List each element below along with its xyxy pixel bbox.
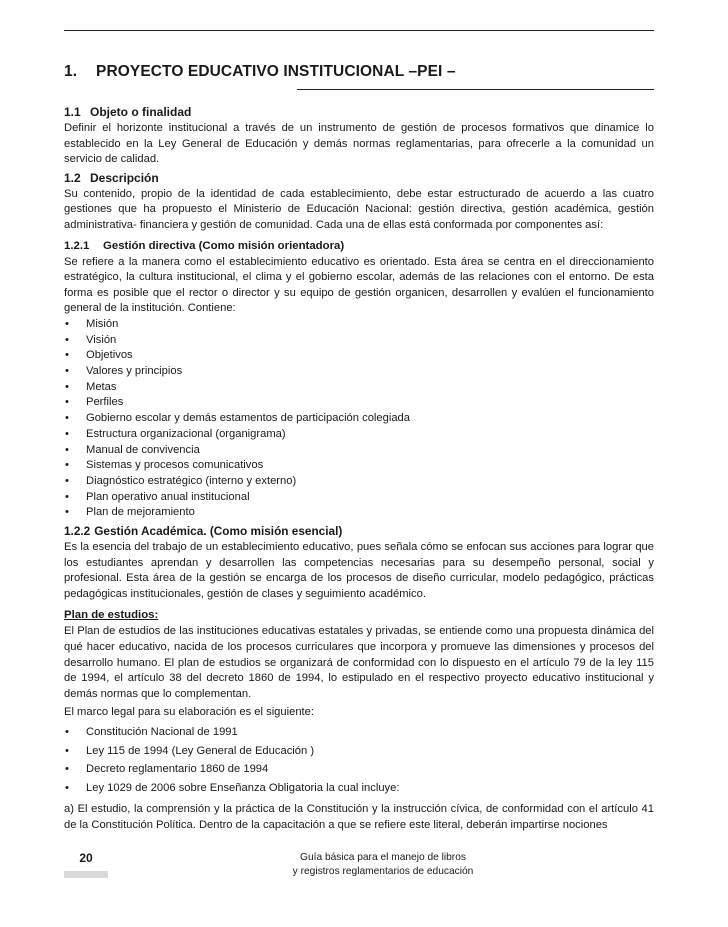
page-content <box>64 104 654 833</box>
list-item: • Gobierno escolar y demás estamentos de participación colegiada <box>65 412 411 425</box>
page-number-box <box>64 846 108 878</box>
list-item: • Sistemas y procesos comunicativos <box>65 459 264 472</box>
footer-line-2: y registros reglamentarios de educación <box>292 865 474 877</box>
list-item: • Manual de convivencia <box>65 443 200 456</box>
chapter-heading <box>64 63 456 81</box>
section-number: 1.2.1 <box>64 239 90 252</box>
list-item: • Misión <box>65 317 119 330</box>
list-item: • Metas <box>65 380 117 393</box>
footer-line-1: Guía básica para el manejo de libros <box>300 852 466 863</box>
section-1-2-1-text: Se refiere a la manera como el establecimiento educativo es orientado. Esta área se centra en el direccionamiento estratégico, la cultura institucional, el clima y el gobierno escolar, además de las relaciones con el entorno. De esta forma es posible que el rector o director y su equipo de gestión organicen, desarrollen y evalúen el funcionamiento general de la institución. Contiene: <box>64 255 654 315</box>
section-1-1-text: Definir el horizonte institucional a través de un instrumento de gestión de procesos formativos que dinamice lo establecido en la Ley General de Educación y demás normas reglamentarias, para ofrecerle a la comunidad un servicio de calidad. <box>64 122 654 166</box>
section-1-2-heading <box>64 170 654 187</box>
list-item: • Objetivos <box>65 349 133 362</box>
marco-legal-list <box>64 723 654 797</box>
marco-legal-intro: El marco legal para su elaboración es el siguiente: <box>64 706 314 719</box>
list-item: • Ley 115 de 1994 (Ley General de Educación ) <box>65 744 315 757</box>
footer-caption <box>278 851 488 878</box>
section-number: 1.2 <box>64 170 81 185</box>
list-item: • Ley 1029 de 2006 sobre Enseñanza Obligatoria la cual incluye: <box>65 781 400 794</box>
list-item: • Plan de mejoramiento <box>65 506 195 519</box>
section-title: Gestión Académica. (Como misión esencial) <box>94 524 343 539</box>
directiva-list <box>64 317 654 521</box>
section-1-2-text: Su contenido, propio de la identidad de cada establecimiento, debe estar estructurado de acuerdo a las cuatro gestiones que ha propuesto el Ministerio de Educación Nacional: gestión directiva, gestión académica, gestión administrativa- financiera y gestión de comunidad. Cada una de ellas está conformada por componentes así: <box>64 187 654 231</box>
top-rule <box>64 30 654 31</box>
item-a-text: a) El estudio, la comprensión y la práctica de la Constitución y la instrucción cívica, de conformidad con el artículo 41 de la Constitución Política. Dentro de la capacitación a que se refiere este literal, deberán impartirse nociones <box>64 803 654 831</box>
list-item: • Diagnóstico estratégico (interno y externo) <box>65 474 297 487</box>
section-title: Objeto o finalidad <box>90 105 192 119</box>
list-item: • Visión <box>65 333 117 346</box>
section-1-2-2-text: Es la esencia del trabajo de un establecimiento educativo, pues señala cómo se enfocan sus acciones para lograr que los estudiantes aprendan y desarrollen las competencias necesarias para su desempeño personal, social y profesional. Esta área de la gestión se encarga de los procesos de diseño curricular, modelo pedagógico, prácticas pedagógicas institucionales, gestión de clases y seguimiento académico. <box>64 541 654 600</box>
plan-text: El Plan de estudios de las instituciones educativas estatales y privadas, se entiende como una propuesta dinámica del qué hacer educativo, nacida de los procesos curriculares que incorpora y promueve las dimensiones y procesos del desarrollo humano. El plan de estudios se organizará de conformidad con lo dispuesto en el artículo 79 de la ley 115 de 1994, el artículo 38 del decreto 1860 de 1994, lo estipulado en el respectivo proyecto educativo institucional y demás normas que lo complementan. <box>64 625 654 700</box>
section-number: 1.1 <box>64 105 81 119</box>
section-1-2-2-heading <box>64 523 654 540</box>
list-item: • Perfiles <box>65 396 124 409</box>
list-item: • Decreto reglamentario 1860 de 1994 <box>65 763 269 776</box>
chapter-number: 1. <box>64 63 78 80</box>
document-page <box>64 0 654 927</box>
section-1-1-heading <box>64 104 654 121</box>
list-item: • Valores y principios <box>65 365 183 378</box>
list-item: • Constitución Nacional de 1991 <box>65 726 238 739</box>
list-item: • Estructura organizacional (organigrama) <box>65 427 286 440</box>
section-title: Descripción <box>90 170 159 185</box>
page-number: 20 <box>64 846 108 871</box>
section-title: Gestión directiva (Como misión orientadora) <box>103 239 345 252</box>
plan-heading: Plan de estudios: <box>64 609 159 622</box>
section-1-2-1-heading <box>64 238 654 255</box>
section-number: 1.2.2 <box>64 524 91 539</box>
list-item: • Plan operativo anual institucional <box>65 490 250 503</box>
chapter-title: PROYECTO EDUCATIVO INSTITUCIONAL –PEI – <box>96 63 456 80</box>
heading-rule <box>297 89 654 90</box>
